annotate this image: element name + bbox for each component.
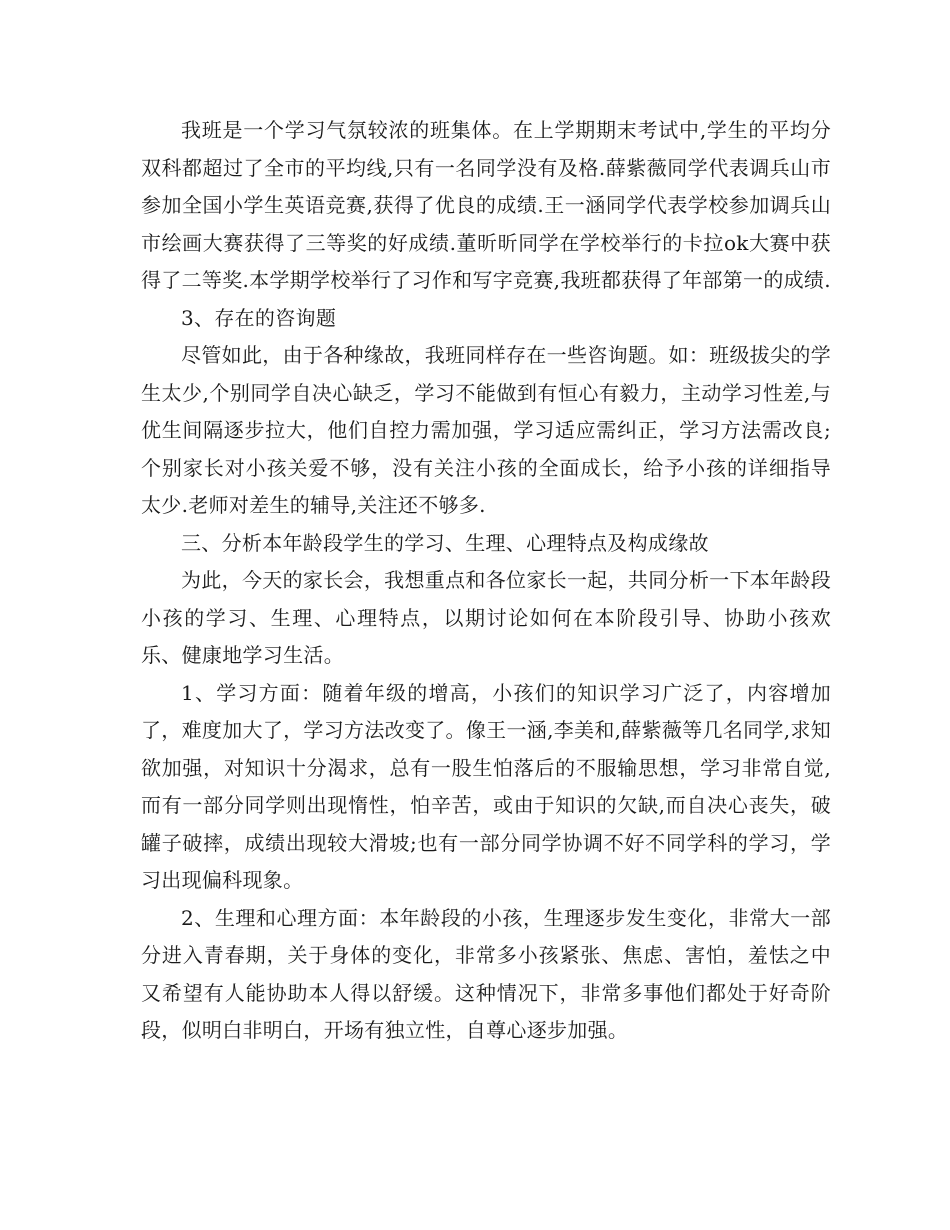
paragraph-learning-aspect: 1、学习方面：随着年级的增高，小孩们的知识学习广泛了，内容增加了，难度加大了，学习方法改变了。像王一涵,李美和,薛紫薇等几名同学,求知欲加强，对知识十分渴求，总有一股生怕落后的不服输思想，学习非常自觉,而有一部分同学则出现惰性，怕辛苦，或由于知识的欠缺,而自决心丧失，破罐子破摔，成绩出现较大滑坡;也有一部分同学协调不好不同学科的学习，学习出现偏科现象。 bbox=[141, 680, 831, 892]
heading-existing-problems: 3、存在的咨询题 bbox=[181, 305, 337, 330]
paragraph-existing-problems: 尽管如此，由于各种缘故，我班同样存在一些咨询题。如：班级拔尖的学生太少,个别同学自决心缺乏，学习不能做到有恒心有毅力，主动学习性差,与优生间隔逐步拉大，他们自控力需加强，学习适应需纠正，学习方法需改良;个别家长对小孩关爱不够，没有关注小孩的全面成长，给予小孩的详细指导太少.老师对差生的辅导,关注还不够多. bbox=[141, 343, 831, 517]
paragraph-physiology-psychology: 2、生理和心理方面：本年龄段的小孩，生理逐步发生变化，非常大一部分进入青春期，关于身体的变化，非常多小孩紧张、焦虑、害怕，羞怯之中又希望有人能协助本人得以舒缓。这种情况下，非常多事他们都处于好奇阶段，似明白非明白，开场有独立性，自尊心逐步加强。 bbox=[141, 905, 831, 1042]
paragraph-meeting-purpose: 为此，今天的家长会，我想重点和各位家长一起，共同分析一下本年龄段小孩的学习、生理、心理特点，以期讨论如何在本阶段引导、协助小孩欢乐、健康地学习生活。 bbox=[141, 568, 831, 667]
heading-section-three: 三、分析本年龄段学生的学习、生理、心理特点及构成缘故 bbox=[181, 530, 709, 555]
paragraph-class-achievements: 我班是一个学习气氛较浓的班集体。在上学期期末考试中,学生的平均分双科都超过了全市的平均线,只有一名同学没有及格.薛紫薇同学代表调兵山市参加全国小学生英语竞赛,获得了优良的成绩.王一涵同学代表学校参加调兵山市绘画大赛获得了三等奖的好成绩.董昕昕同学在学校举行的卡拉ok大赛中获得了二等奖.本学期学校举行了习作和写字竞赛,我班都获得了年部第一的成绩. bbox=[141, 118, 831, 292]
document-body bbox=[141, 112, 831, 1050]
